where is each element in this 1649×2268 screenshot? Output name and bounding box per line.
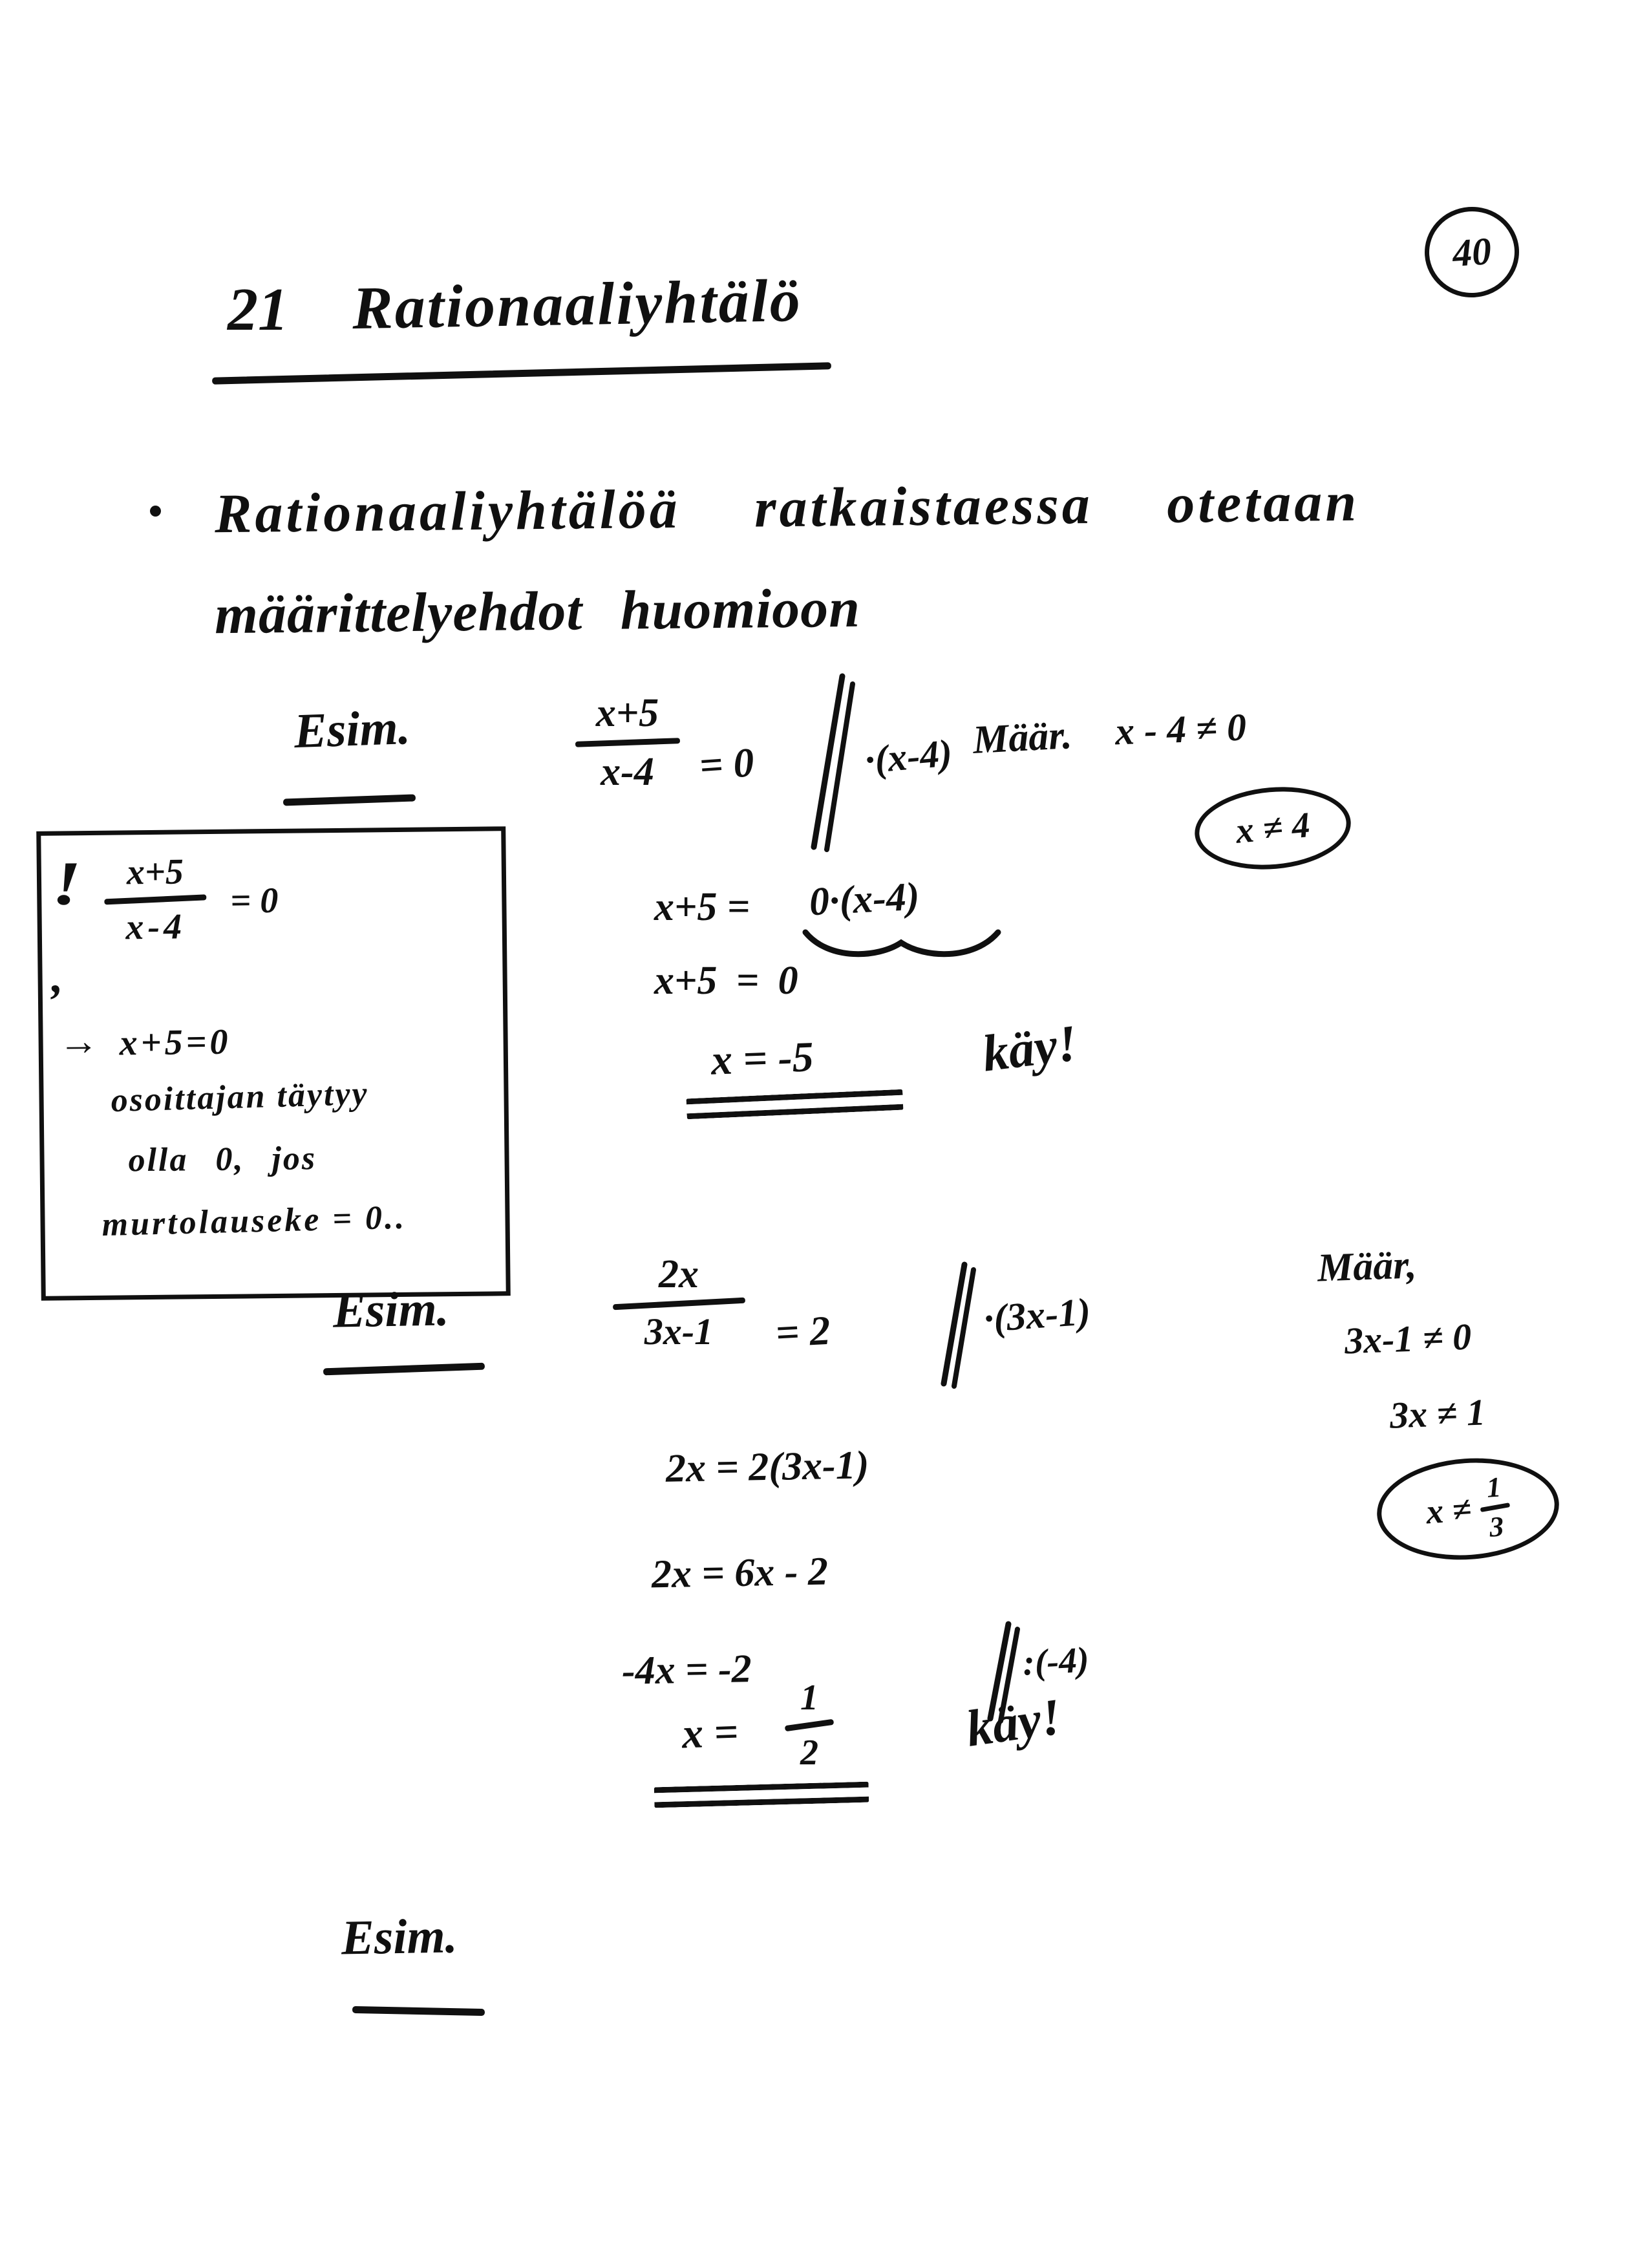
example1-equals-rhs: = 0: [697, 739, 756, 789]
example1-check: käy!: [979, 1014, 1081, 1083]
example1-domain-label: Määr.: [972, 713, 1074, 762]
example2-divider: :(-4): [1021, 1640, 1090, 1684]
example2-fraction-numerator: 2x: [659, 1252, 699, 1296]
multiply-both-sides-icon: [805, 674, 858, 852]
example2-step2: 2x = 6x - 2: [651, 1549, 829, 1597]
fraction-bar: [785, 1719, 835, 1731]
example1-result-underline: [686, 1089, 903, 1120]
note-box-line-3: murtolauseke = 0..: [101, 1199, 407, 1244]
example2-step1: 2x = 2(3x-1): [665, 1443, 869, 1491]
fraction-bar: [575, 738, 679, 747]
underbrace-icon: [802, 928, 1002, 962]
example2-domain-circled-lhs: x ≠: [1424, 1489, 1473, 1532]
page-number: 40: [1451, 229, 1493, 275]
example1-multiplier: ·(x-4): [863, 731, 954, 782]
example2-check: käy!: [963, 1688, 1065, 1758]
multiply-both-sides-icon: [936, 1262, 976, 1389]
example1-fraction-denominator: x-4: [601, 750, 654, 794]
section-number: 21: [228, 276, 288, 343]
intro-line-1: Rationaaliyhtälöä ratkaistaessa otetaan: [214, 470, 1360, 545]
note-box-comma: ,: [51, 950, 63, 1003]
note-box-exclamation: !: [50, 848, 82, 918]
note-box-line-2: olla 0, jos: [128, 1140, 317, 1179]
result-fraction-numerator: 1: [800, 1678, 818, 1718]
note-box-equals-rhs: = 0: [230, 880, 279, 921]
note-box-fraction: [103, 853, 207, 946]
intro-line-2: määrittelyehdot huomioon: [214, 576, 861, 646]
note-box-fraction-denominator: x-4: [125, 906, 186, 948]
example1-step2: x+5 = 0: [654, 959, 798, 1003]
note-box: [36, 826, 511, 1301]
example1-label: Esim.: [293, 700, 411, 759]
arrow-icon: →: [58, 1019, 99, 1064]
example1-fraction: [574, 693, 681, 792]
note-box-line-1: osoittajan täytyy: [110, 1075, 370, 1120]
example2-step3: -4x = -2: [621, 1647, 752, 1693]
circled-fraction-numerator: 1: [1485, 1470, 1502, 1504]
example1-fraction-numerator: x+5: [595, 691, 659, 735]
example1-label-underline: [283, 794, 416, 806]
example1-domain-condition: x - 4 ≠ 0: [1114, 705, 1248, 753]
example2-equals-rhs: = 2: [774, 1307, 832, 1356]
example2-domain-condition2: 3x ≠ 1: [1388, 1391, 1486, 1437]
page-number-badge: [1421, 204, 1522, 301]
example1-step3: x = -5: [710, 1033, 814, 1084]
example2-domain-circled-fraction: [1478, 1472, 1512, 1542]
example2-domain-label: Määr,: [1316, 1243, 1418, 1290]
example3-label-underline: [352, 2006, 485, 2016]
bullet-dot: [150, 506, 161, 517]
example1-step1-lhs: x+5 =: [654, 885, 750, 929]
example2-label-underline: [323, 1363, 485, 1376]
example2-fraction: [611, 1254, 747, 1351]
title-underline: [212, 362, 831, 384]
page-title: Rationaaliyhtälö: [352, 266, 803, 343]
example1-step1-rhs: 0·(x-4): [808, 874, 921, 925]
circled-fraction-denominator: 3: [1488, 1510, 1505, 1543]
example2-multiplier: ·(3x-1): [982, 1290, 1092, 1340]
example2-domain-condition1: 3x-1 ≠ 0: [1343, 1315, 1473, 1362]
example2-result-lhs: x =: [681, 1708, 739, 1758]
example1-domain-circled-text: x ≠ 4: [1234, 805, 1312, 851]
example2-label: Esim.: [332, 1281, 450, 1338]
fraction-bar: [612, 1298, 745, 1311]
example2-fraction-denominator: 3x-1: [644, 1311, 714, 1353]
example1-domain-circled: [1191, 781, 1354, 876]
example2-result-fraction: [783, 1680, 835, 1771]
example2-result-underline: [654, 1782, 869, 1808]
note-box-conclusion: x+5=0: [119, 1022, 231, 1064]
result-fraction-denominator: 2: [800, 1733, 818, 1773]
example3-label: Esim.: [341, 1909, 458, 1965]
example2-domain-circled: [1374, 1452, 1562, 1565]
note-box-fraction-numerator: x+5: [126, 851, 184, 893]
fraction-bar: [104, 894, 206, 904]
